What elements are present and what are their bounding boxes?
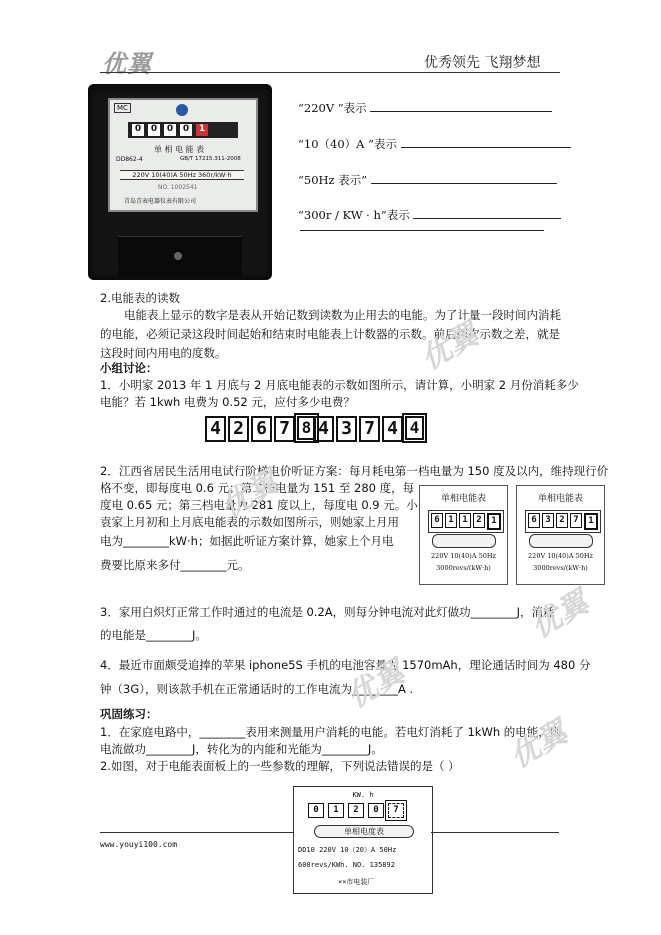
meter-card-window xyxy=(529,534,593,548)
card-digit: 7 xyxy=(570,513,582,528)
answer-blank[interactable] xyxy=(401,147,571,148)
reading-digit: 7 xyxy=(274,416,295,442)
meter-card-rate: 3000revs/(kW·h) xyxy=(533,564,588,572)
question-label: “300r / KW · h”表示 xyxy=(298,208,410,222)
watermark: 优翼 xyxy=(341,654,411,716)
reading-digit: 4 xyxy=(382,416,403,442)
panel-unit: KW. h xyxy=(352,791,374,799)
discussion-q2-line5: 电为________kW·h；如据此听证方案计算，她家上个月电 xyxy=(100,534,394,548)
discussion-heading: 小组讨论： xyxy=(100,361,158,375)
watermark: 优翼 xyxy=(504,714,574,776)
discussion-q1-line2: 电能？若 1kwh 电费为 0.52 元，应付多少电费？ xyxy=(100,395,355,409)
footer-rule-left xyxy=(100,832,293,833)
meter-model: DD862-4 xyxy=(116,156,143,163)
reading-digit: 3 xyxy=(336,416,357,442)
header-logo: 优翼 xyxy=(102,50,152,78)
card-digit: 2 xyxy=(473,513,485,528)
meter-card-title: 单相电能表 xyxy=(440,494,486,504)
watermark: 优翼 xyxy=(525,584,595,646)
meter-face-title: 单 相 电 能 表 xyxy=(154,145,205,154)
meter-card-start xyxy=(419,485,508,585)
discussion-q2-line1: 2．江西省居民生活用电试行阶梯电价听证方案：每月耗电第一档电量为 150 度及以内，维持现行价 xyxy=(100,464,609,478)
meter-serial: NO. 1002541 xyxy=(158,184,198,191)
screw-icon xyxy=(174,252,182,260)
meter-digit: 0 xyxy=(148,124,160,136)
answer-blank[interactable] xyxy=(370,111,552,112)
discussion-q3-line2: 的电能是________J。 xyxy=(100,628,207,642)
meter-standard: GB/T 17215.311-2008 xyxy=(180,156,241,162)
meter-card-rate: 3000revs/(kW·h) xyxy=(436,564,491,572)
discussion-q4-line1: 4．最近市面颇受追捧的苹果 iphone5S 手机的电池容量为 1570mAh，理论通话时间为 480 分 xyxy=(100,658,591,672)
card-digit-decimal: 1 xyxy=(584,513,598,530)
card-digit: 2 xyxy=(556,513,568,528)
answer-blank[interactable] xyxy=(413,218,561,219)
panel-spec: DD10 220V 10（20）A 50Hz xyxy=(298,846,397,854)
meter-face xyxy=(108,98,258,212)
card-digit: 6 xyxy=(528,513,540,528)
meter-manufacturer: 青岛青表电器仪表有限公司 xyxy=(124,198,197,205)
panel-digit: 0 xyxy=(368,803,384,818)
reading-1 xyxy=(205,416,316,442)
meter-logo-icon xyxy=(176,104,188,116)
meter-question-3 xyxy=(298,172,557,188)
panel-reading xyxy=(308,803,404,818)
footer-url: www.youyi100.com xyxy=(100,840,178,849)
panel-rate: 600revs/KWh. NO. 135892 xyxy=(298,861,395,869)
reading-digit-decimal: 8 xyxy=(297,416,316,440)
panel-digit: 1 xyxy=(328,803,344,818)
question-label: “220V ”表示 xyxy=(298,101,367,115)
answer-blank-extra[interactable] xyxy=(300,230,544,231)
discussion-q2-line3: 度电 0.65 元；第三档电量为 281 度以上，每度电 0.9 元。小 xyxy=(100,498,418,512)
reading-digit: 2 xyxy=(228,416,249,442)
reading-digit-decimal: 4 xyxy=(405,416,424,440)
header-rule xyxy=(100,72,560,73)
card-digit: 3 xyxy=(542,513,554,528)
card-digit: 6 xyxy=(431,513,443,528)
card-digit-decimal: 1 xyxy=(487,513,501,530)
meter-digit: 0 xyxy=(132,124,144,136)
discussion-q1-line1: 1．小明家 2013 年 1 月底与 2 月底电能表的示数如图所示，请计算，小明家 2 月份消耗多少 xyxy=(100,378,579,392)
meter-question-2 xyxy=(298,136,571,152)
panel-maker: ××市电装厂 xyxy=(338,878,375,886)
meter-card-spec: 220V 10(40)A 50Hz xyxy=(431,552,496,560)
meter-panel xyxy=(293,786,433,894)
header-slogan: 优秀领先 飞翔梦想 xyxy=(424,55,541,71)
discussion-q4-line2: 钟（3G），则该款手机在正常通话时的工作电流为________A . xyxy=(100,682,414,696)
consolidation-q2-line1: 2.如图，对于电能表面板上的一些参数的理解，下列说法错误的是（ ） xyxy=(100,759,460,773)
meter-card-title: 单相电能表 xyxy=(537,494,583,504)
watermark: 优翼 xyxy=(215,464,285,526)
reading-digit: 6 xyxy=(251,416,272,442)
meter-card-window xyxy=(432,534,496,548)
answer-blank[interactable] xyxy=(371,183,557,184)
card-digit: 1 xyxy=(445,513,457,528)
meter-digit: 0 xyxy=(180,124,192,136)
reading-2 xyxy=(313,416,424,442)
meter-digit: 1 xyxy=(196,124,208,136)
meter-photo xyxy=(88,84,272,280)
footer-rule-right xyxy=(431,832,559,833)
discussion-q2-line4: 袁家上月初和上月底电能表的示数如图所示，则她家上月用 xyxy=(100,515,399,529)
meter-question-4 xyxy=(298,207,561,223)
discussion-q3-line1: 3．家用白炽灯正常工作时通过的电流是 0.2A，则每分钟电流对此灯做功________J，消耗 xyxy=(100,605,555,619)
meter-card-reading xyxy=(428,510,504,533)
meter-spec: 220V 10(40)A 50Hz 360r/kW·h xyxy=(120,170,244,180)
consolidation-q1-line2: 电流做功________J，转化为的内能和光能为________J。 xyxy=(100,742,383,756)
meter-badge: MC xyxy=(114,103,131,113)
meter-question-1 xyxy=(298,100,552,116)
consolidation-q1-line1: 1．在家庭电路中，________表用来测量用户消耗的电能。若电灯消耗了 1kWh 的电能，则 xyxy=(100,725,562,739)
discussion-q2-line6: 费要比原来多付________元。 xyxy=(100,558,250,572)
reading-digit: 4 xyxy=(313,416,334,442)
section-heading: 2.电能表的读数 xyxy=(100,291,180,305)
panel-digit: 2 xyxy=(348,803,364,818)
watermark: 优翼 xyxy=(415,316,485,378)
discussion-q2-line2: 格不变，即每度电 0.6 元；第二档电量为 151 至 280 度，每 xyxy=(100,481,415,495)
reading-digit: 7 xyxy=(359,416,380,442)
meter-card-end xyxy=(516,485,605,585)
panel-digit: 0 xyxy=(308,803,324,818)
section-body: 电能表上显示的数字是表从开始记数到读数为止用去的电能。为了计量一段时间内消耗的电能，必须记录这段时间起始和结束时电能表上计数器的示数。前后两次示数之差，就是这段时间内用电的度数。 xyxy=(100,308,561,360)
meter-digit: 0 xyxy=(164,124,176,136)
consolidation-heading: 巩固练习： xyxy=(100,707,158,721)
panel-digit-decimal: 7 xyxy=(388,803,404,818)
meter-card-spec: 220V 10(40)A 50Hz xyxy=(528,552,593,560)
panel-title: 单相电度表 xyxy=(314,825,414,838)
question-label: “10（40）A ”表示 xyxy=(298,137,397,151)
meter-card-reading xyxy=(525,510,601,533)
card-digit: 1 xyxy=(459,513,471,528)
meter-reading xyxy=(128,122,238,138)
question-label: “50Hz 表示” xyxy=(298,173,368,187)
reading-digit: 4 xyxy=(205,416,226,442)
